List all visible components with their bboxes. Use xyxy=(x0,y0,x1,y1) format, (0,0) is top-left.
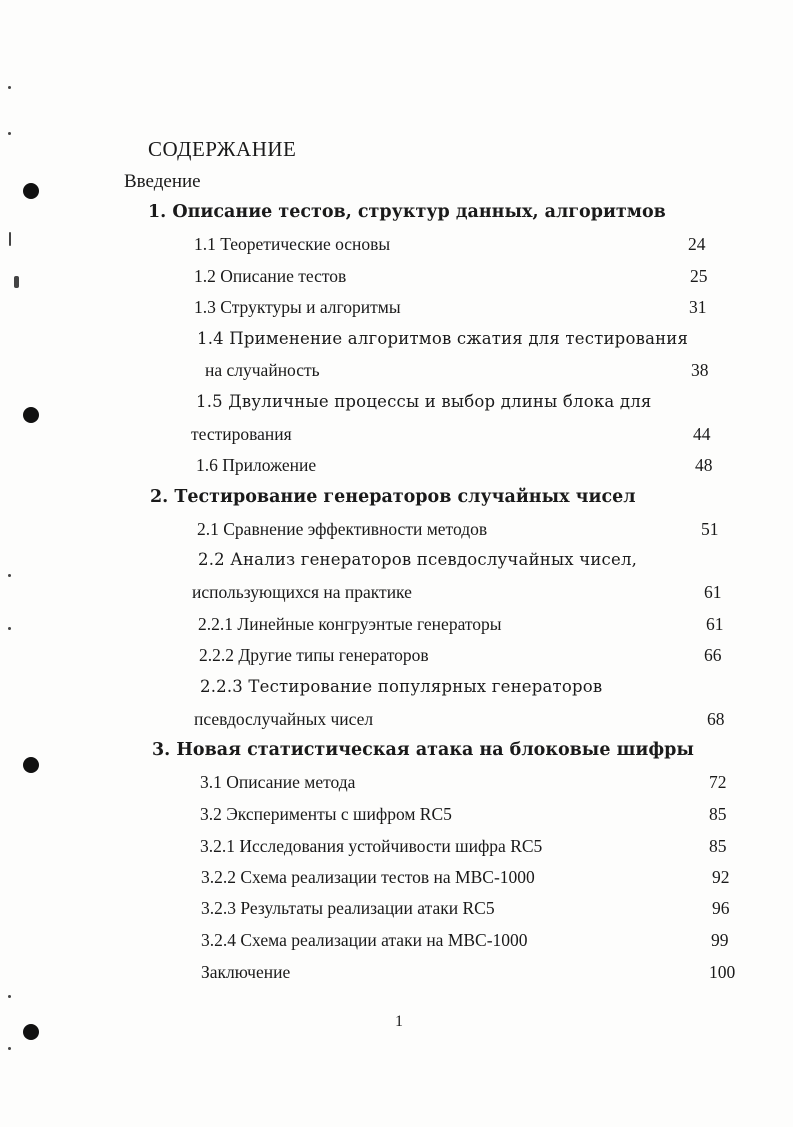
toc-item-page: 85 xyxy=(709,836,727,856)
scan-speck xyxy=(14,276,19,288)
toc-heading: СОДЕРЖАНИЕ xyxy=(148,137,297,161)
scan-speck xyxy=(9,232,11,246)
toc-item-page: 66 xyxy=(704,645,722,665)
scan-speck xyxy=(8,86,11,89)
toc-item-label: 3.2.3 Результаты реализации атаки RC5 xyxy=(201,898,495,918)
toc-item-page: 61 xyxy=(706,614,724,634)
toc-item-page: 38 xyxy=(691,360,709,380)
toc-item-label: 1.6 Приложение xyxy=(196,455,317,475)
toc-item-page: 31 xyxy=(689,297,707,317)
toc-item-label: 3.2 Эксперименты с шифром RC5 xyxy=(200,804,452,824)
footer-page-number: 1 xyxy=(395,1013,403,1030)
toc-item-label-continued: тестирования xyxy=(191,424,292,444)
toc-item-label: 2.1 Сравнение эффективности методов xyxy=(197,519,488,539)
chapter-title: 1. Описание тестов, структур данных, алгоритмов xyxy=(148,202,666,222)
toc-item-label: 1.5 Двуличные процессы и выбор длины блока для xyxy=(196,392,652,411)
punch-hole xyxy=(23,183,39,199)
toc-item-label: 1.3 Структуры и алгоритмы xyxy=(194,297,401,317)
toc-intro: Введение xyxy=(124,171,201,192)
toc-item-label: 3.2.4 Схема реализации атаки на МВС-1000 xyxy=(201,930,528,950)
toc-item-label: 3.2.2 Схема реализации тестов на МВС-1000 xyxy=(201,867,535,887)
toc-item-page: 61 xyxy=(704,582,722,602)
toc-item-page: 92 xyxy=(712,867,730,887)
toc-item-page: 85 xyxy=(709,804,727,824)
toc-item-page: 25 xyxy=(690,266,708,286)
scan-speck xyxy=(8,574,11,577)
toc-item-page: 96 xyxy=(712,898,730,918)
punch-hole xyxy=(23,407,39,423)
punch-hole xyxy=(23,757,39,773)
punch-hole xyxy=(23,1024,39,1040)
toc-item-label: 2.2.1 Линейные конгруэнтые генераторы xyxy=(198,614,502,634)
chapter-title: 2. Тестирование генераторов случайных чисел xyxy=(150,487,636,507)
toc-item-page: 68 xyxy=(707,709,725,729)
scan-speck xyxy=(8,995,11,998)
scan-speck xyxy=(8,132,11,135)
toc-item-page: 44 xyxy=(693,424,711,444)
toc-item-label: 2.2 Анализ генераторов псевдослучайных чисел, xyxy=(198,550,638,569)
toc-item-label: 1.2 Описание тестов xyxy=(194,266,347,286)
toc-item-label: Заключение xyxy=(201,962,291,982)
toc-item-page: 99 xyxy=(711,930,729,950)
toc-item-label-continued: на случайность xyxy=(205,360,320,380)
scan-speck xyxy=(8,1047,11,1050)
toc-item-page: 51 xyxy=(701,519,719,539)
toc-item-label: 2.2.2 Другие типы генераторов xyxy=(199,645,429,665)
scan-speck xyxy=(8,627,11,630)
toc-item-page: 100 xyxy=(709,962,736,982)
toc-item-page: 48 xyxy=(695,455,713,475)
toc-item-label: 3.1 Описание метода xyxy=(200,772,356,792)
toc-item-label: 1.1 Теоретические основы xyxy=(194,234,391,254)
toc-item-page: 72 xyxy=(709,772,727,792)
chapter-title: 3. Новая статистическая атака на блоковые шифры xyxy=(152,740,694,760)
toc-item-label-continued: псевдослучайных чисел xyxy=(194,709,374,729)
toc-item-label-continued: использующихся на практике xyxy=(192,582,412,602)
toc-item-label: 1.4 Применение алгоритмов сжатия для тестирования xyxy=(197,329,689,348)
toc-item-label: 2.2.3 Тестирование популярных генераторов xyxy=(200,677,603,696)
toc-item-page: 24 xyxy=(688,234,706,254)
toc-item-label: 3.2.1 Исследования устойчивости шифра RC5 xyxy=(200,836,543,856)
